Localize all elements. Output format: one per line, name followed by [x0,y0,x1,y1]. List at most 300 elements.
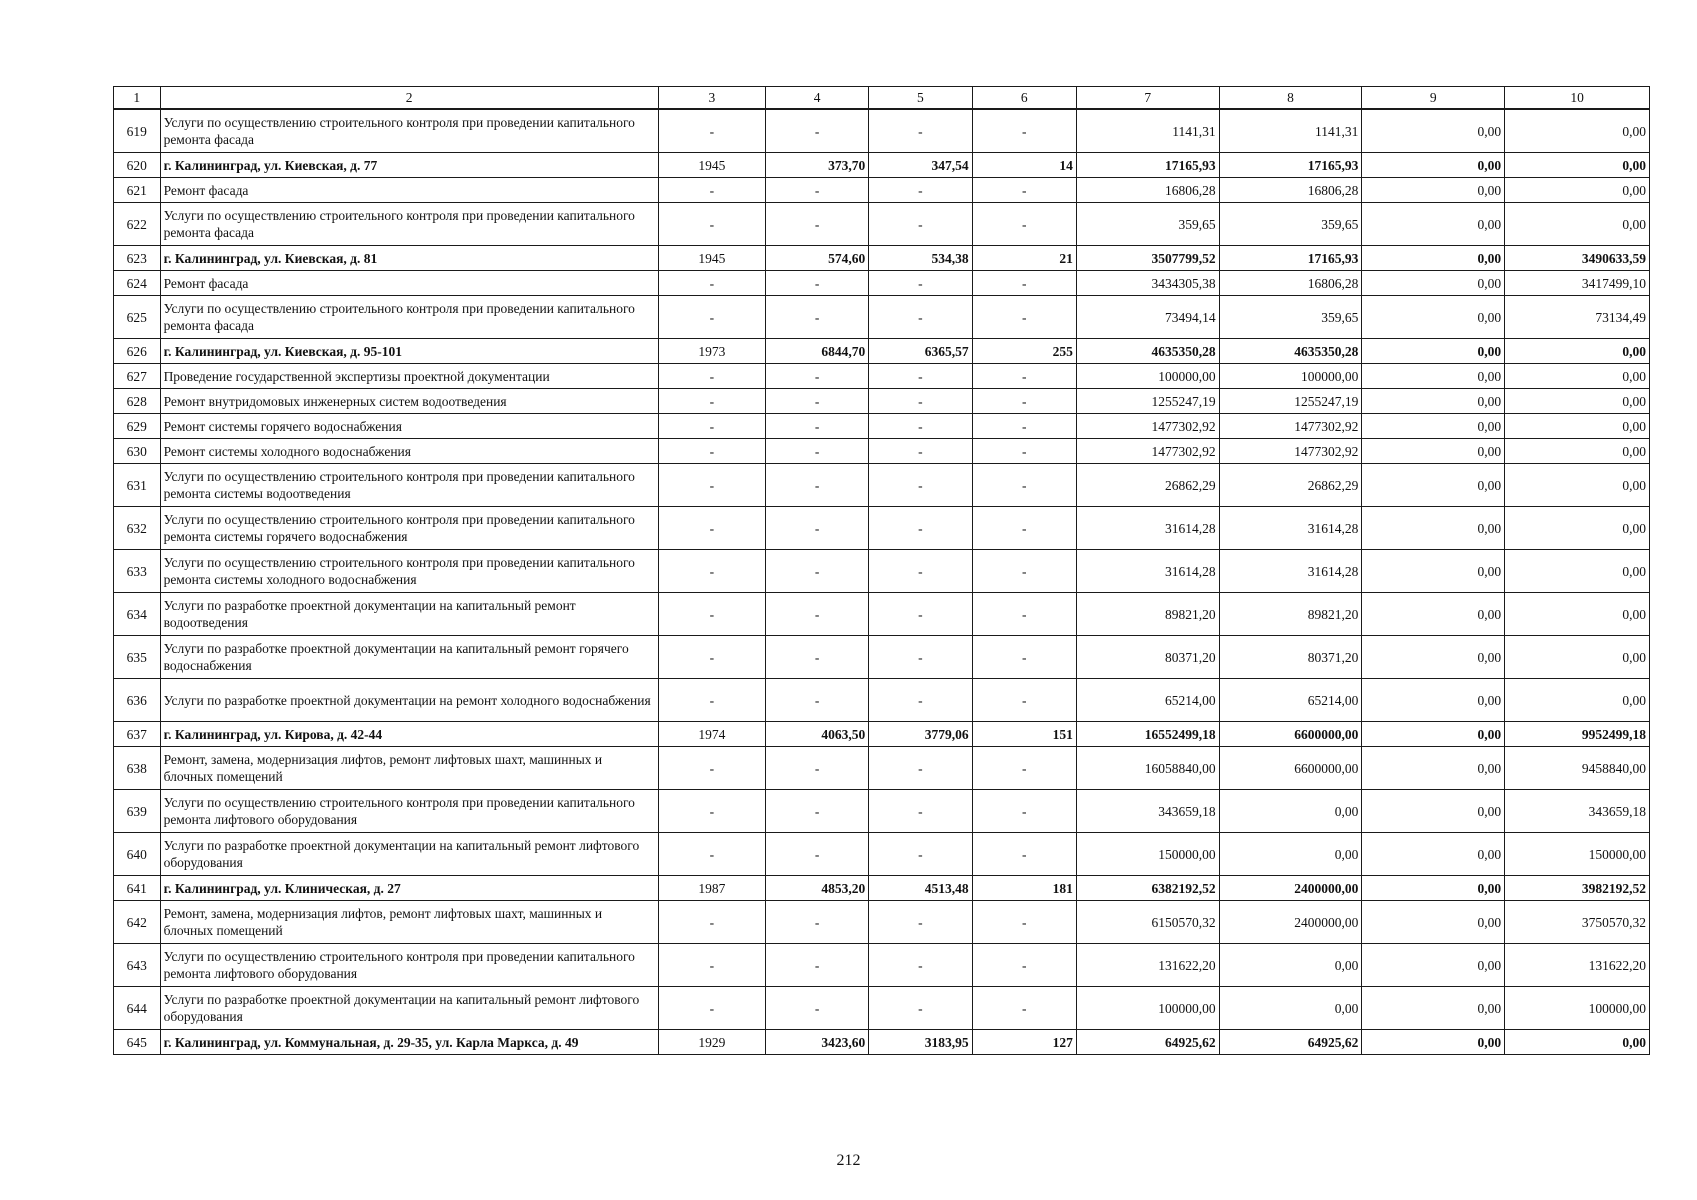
col-5-cell: - [869,636,972,679]
column-header: 5 [869,87,972,110]
col-9-cell: 0,00 [1362,178,1505,203]
col-8-cell: 100000,00 [1219,364,1362,389]
row-number: 641 [114,876,161,901]
row-number: 625 [114,296,161,339]
row-number: 644 [114,987,161,1030]
col-9-cell: 0,00 [1362,271,1505,296]
col-3-cell: 1929 [658,1030,765,1055]
work-row [114,901,1650,944]
col-5-cell: - [869,550,972,593]
col-5-cell: 3779,06 [869,722,972,747]
work-row [114,987,1650,1030]
column-header: 10 [1505,87,1650,110]
address-row [114,1030,1650,1055]
row-description: г. Калининград, ул. Кирова, д. 42-44 [160,722,658,747]
col-8-cell: 1141,31 [1219,109,1362,153]
work-row [114,944,1650,987]
column-header: 4 [766,87,869,110]
col-10-cell: 0,00 [1505,550,1650,593]
col-4-cell: - [766,636,869,679]
col-4-cell: - [766,944,869,987]
col-9-cell: 0,00 [1362,246,1505,271]
col-4-cell: 6844,70 [766,339,869,364]
col-9-cell: 0,00 [1362,109,1505,153]
col-5-cell: - [869,109,972,153]
column-header: 3 [658,87,765,110]
col-8-cell: 65214,00 [1219,679,1362,722]
row-description: Услуги по осуществлению строительного контроля при проведении капитального ремонта фасада [160,203,658,246]
work-row [114,790,1650,833]
col-7-cell: 16806,28 [1076,178,1219,203]
row-description: Ремонт системы горячего водоснабжения [160,414,658,439]
col-6-cell: 151 [972,722,1076,747]
row-number: 633 [114,550,161,593]
col-9-cell: 0,00 [1362,203,1505,246]
col-8-cell: 17165,93 [1219,246,1362,271]
col-3-cell: - [658,944,765,987]
col-4-cell: - [766,109,869,153]
col-4-cell: - [766,507,869,550]
col-5-cell: 3183,95 [869,1030,972,1055]
row-description: Ремонт, замена, модернизация лифтов, ремонт лифтовых шахт, машинных и блочных помещений [160,747,658,790]
col-9-cell: 0,00 [1362,636,1505,679]
col-3-cell: - [658,296,765,339]
col-7-cell: 31614,28 [1076,507,1219,550]
col-3-cell: - [658,389,765,414]
col-7-cell: 26862,29 [1076,464,1219,507]
col-8-cell: 6600000,00 [1219,747,1362,790]
work-row [114,389,1650,414]
row-number: 642 [114,901,161,944]
row-number: 627 [114,364,161,389]
col-7-cell: 65214,00 [1076,679,1219,722]
col-5-cell: 534,38 [869,246,972,271]
row-number: 640 [114,833,161,876]
col-7-cell: 1255247,19 [1076,389,1219,414]
col-9-cell: 0,00 [1362,364,1505,389]
col-9-cell: 0,00 [1362,790,1505,833]
col-3-cell: 1987 [658,876,765,901]
col-10-cell: 0,00 [1505,339,1650,364]
header-row [114,87,1650,110]
col-4-cell: - [766,987,869,1030]
row-description: г. Калининград, ул. Киевская, д. 81 [160,246,658,271]
col-6-cell: - [972,507,1076,550]
column-header: 6 [972,87,1076,110]
col-3-cell: - [658,414,765,439]
col-4-cell: - [766,593,869,636]
column-header: 9 [1362,87,1505,110]
col-3-cell: 1973 [658,339,765,364]
row-number: 637 [114,722,161,747]
work-row [114,364,1650,389]
row-description: Услуги по осуществлению строительного контроля при проведении капитального ремонта системы холодного водоснабжения [160,550,658,593]
col-9-cell: 0,00 [1362,833,1505,876]
col-7-cell: 6150570,32 [1076,901,1219,944]
col-7-cell: 3507799,52 [1076,246,1219,271]
row-number: 632 [114,507,161,550]
col-9-cell: 0,00 [1362,464,1505,507]
row-description: Услуги по осуществлению строительного контроля при проведении капитального ремонта фасада [160,109,658,153]
col-3-cell: - [658,364,765,389]
col-8-cell: 17165,93 [1219,153,1362,178]
col-10-cell: 0,00 [1505,364,1650,389]
col-8-cell: 31614,28 [1219,550,1362,593]
col-10-cell: 0,00 [1505,679,1650,722]
col-7-cell: 4635350,28 [1076,339,1219,364]
row-description: Услуги по осуществлению строительного контроля при проведении капитального ремонта лифтового оборудования [160,790,658,833]
work-row [114,507,1650,550]
row-number: 639 [114,790,161,833]
col-6-cell: - [972,389,1076,414]
col-4-cell: 3423,60 [766,1030,869,1055]
col-7-cell: 31614,28 [1076,550,1219,593]
col-7-cell: 359,65 [1076,203,1219,246]
col-4-cell: - [766,296,869,339]
capital-repair-table [113,86,1650,1055]
col-8-cell: 1477302,92 [1219,439,1362,464]
col-8-cell: 6600000,00 [1219,722,1362,747]
row-description: Ремонт системы холодного водоснабжения [160,439,658,464]
row-description: Услуги по осуществлению строительного контроля при проведении капитального ремонта системы горячего водоснабжения [160,507,658,550]
row-description: Ремонт фасада [160,271,658,296]
col-9-cell: 0,00 [1362,679,1505,722]
col-4-cell: - [766,833,869,876]
row-number: 622 [114,203,161,246]
col-3-cell: - [658,833,765,876]
row-number: 621 [114,178,161,203]
col-10-cell: 0,00 [1505,464,1650,507]
row-number: 635 [114,636,161,679]
col-6-cell: - [972,593,1076,636]
col-3-cell: - [658,203,765,246]
address-row [114,246,1650,271]
col-9-cell: 0,00 [1362,414,1505,439]
col-9-cell: 0,00 [1362,987,1505,1030]
col-6-cell: - [972,747,1076,790]
col-7-cell: 100000,00 [1076,364,1219,389]
col-10-cell: 3490633,59 [1505,246,1650,271]
row-number: 630 [114,439,161,464]
col-6-cell: - [972,944,1076,987]
col-5-cell: - [869,271,972,296]
work-row [114,636,1650,679]
col-7-cell: 343659,18 [1076,790,1219,833]
col-6-cell: - [972,679,1076,722]
col-10-cell: 0,00 [1505,593,1650,636]
col-7-cell: 89821,20 [1076,593,1219,636]
col-4-cell: 4063,50 [766,722,869,747]
work-row [114,833,1650,876]
col-9-cell: 0,00 [1362,944,1505,987]
col-8-cell: 89821,20 [1219,593,1362,636]
col-10-cell: 0,00 [1505,109,1650,153]
col-5-cell: - [869,944,972,987]
col-8-cell: 1255247,19 [1219,389,1362,414]
col-3-cell: 1945 [658,153,765,178]
col-10-cell: 150000,00 [1505,833,1650,876]
col-10-cell: 131622,20 [1505,944,1650,987]
col-6-cell: - [972,109,1076,153]
col-6-cell: - [972,833,1076,876]
row-description: Услуги по осуществлению строительного контроля при проведении капитального ремонта системы водоотведения [160,464,658,507]
col-9-cell: 0,00 [1362,550,1505,593]
col-6-cell: - [972,636,1076,679]
col-4-cell: - [766,679,869,722]
col-4-cell: 574,60 [766,246,869,271]
col-8-cell: 4635350,28 [1219,339,1362,364]
column-header: 2 [160,87,658,110]
row-number: 626 [114,339,161,364]
row-description: Услуги по разработке проектной документации на капитальный ремонт водоотведения [160,593,658,636]
col-10-cell: 0,00 [1505,178,1650,203]
work-row [114,296,1650,339]
row-description: Услуги по разработке проектной документации на капитальный ремонт горячего водоснабжения [160,636,658,679]
row-description: Услуги по разработке проектной документации на капитальный ремонт лифтового оборудования [160,987,658,1030]
col-3-cell: - [658,178,765,203]
col-9-cell: 0,00 [1362,722,1505,747]
col-6-cell: - [972,464,1076,507]
col-6-cell: - [972,203,1076,246]
col-10-cell: 73134,49 [1505,296,1650,339]
work-row [114,178,1650,203]
row-number: 638 [114,747,161,790]
work-row [114,271,1650,296]
col-5-cell: 6365,57 [869,339,972,364]
col-9-cell: 0,00 [1362,747,1505,790]
col-8-cell: 16806,28 [1219,271,1362,296]
col-9-cell: 0,00 [1362,389,1505,414]
row-description: Ремонт, замена, модернизация лифтов, ремонт лифтовых шахт, машинных и блочных помещений [160,901,658,944]
col-7-cell: 16552499,18 [1076,722,1219,747]
row-number: 643 [114,944,161,987]
col-9-cell: 0,00 [1362,153,1505,178]
col-10-cell: 343659,18 [1505,790,1650,833]
col-10-cell: 100000,00 [1505,987,1650,1030]
col-5-cell: - [869,987,972,1030]
col-7-cell: 6382192,52 [1076,876,1219,901]
col-7-cell: 17165,93 [1076,153,1219,178]
col-3-cell: 1974 [658,722,765,747]
col-9-cell: 0,00 [1362,593,1505,636]
col-7-cell: 16058840,00 [1076,747,1219,790]
col-5-cell: - [869,679,972,722]
col-6-cell: 255 [972,339,1076,364]
col-10-cell: 0,00 [1505,203,1650,246]
row-description: г. Калининград, ул. Киевская, д. 77 [160,153,658,178]
col-3-cell: - [658,507,765,550]
col-3-cell: 1945 [658,246,765,271]
row-description: г. Калининград, ул. Киевская, д. 95-101 [160,339,658,364]
work-row [114,593,1650,636]
column-header: 8 [1219,87,1362,110]
col-6-cell: - [972,364,1076,389]
col-8-cell: 359,65 [1219,296,1362,339]
page-number: 212 [836,1152,861,1169]
work-row [114,550,1650,593]
col-5-cell: - [869,901,972,944]
col-3-cell: - [658,747,765,790]
col-8-cell: 26862,29 [1219,464,1362,507]
col-5-cell: - [869,464,972,507]
col-4-cell: - [766,178,869,203]
col-3-cell: - [658,109,765,153]
col-3-cell: - [658,593,765,636]
work-row [114,203,1650,246]
row-number: 636 [114,679,161,722]
col-5-cell: - [869,790,972,833]
address-row [114,876,1650,901]
col-9-cell: 0,00 [1362,1030,1505,1055]
col-6-cell: - [972,901,1076,944]
col-8-cell: 31614,28 [1219,507,1362,550]
col-3-cell: - [658,901,765,944]
col-4-cell: - [766,790,869,833]
col-6-cell: 181 [972,876,1076,901]
row-number: 631 [114,464,161,507]
row-number: 624 [114,271,161,296]
row-number: 634 [114,593,161,636]
row-description: Ремонт внутридомовых инженерных систем водоотведения [160,389,658,414]
col-7-cell: 131622,20 [1076,944,1219,987]
work-row [114,679,1650,722]
col-10-cell: 0,00 [1505,1030,1650,1055]
col-6-cell: - [972,414,1076,439]
col-5-cell: - [869,439,972,464]
col-6-cell: - [972,271,1076,296]
column-header: 7 [1076,87,1219,110]
col-7-cell: 1477302,92 [1076,414,1219,439]
row-description: Услуги по разработке проектной документации на ремонт холодного водоснабжения [160,679,658,722]
col-6-cell: - [972,296,1076,339]
col-4-cell: - [766,364,869,389]
col-9-cell: 0,00 [1362,876,1505,901]
col-7-cell: 80371,20 [1076,636,1219,679]
col-4-cell: - [766,464,869,507]
col-6-cell: - [972,439,1076,464]
col-7-cell: 1141,31 [1076,109,1219,153]
col-8-cell: 16806,28 [1219,178,1362,203]
row-description: г. Калининград, ул. Коммунальная, д. 29-35, ул. Карла Маркса, д. 49 [160,1030,658,1055]
col-5-cell: 4513,48 [869,876,972,901]
col-8-cell: 359,65 [1219,203,1362,246]
col-5-cell: - [869,507,972,550]
col-8-cell: 2400000,00 [1219,901,1362,944]
work-row [114,464,1650,507]
col-4-cell: 373,70 [766,153,869,178]
col-10-cell: 3417499,10 [1505,271,1650,296]
work-row [114,414,1650,439]
row-number: 629 [114,414,161,439]
work-row [114,439,1650,464]
col-10-cell: 0,00 [1505,636,1650,679]
col-4-cell: - [766,901,869,944]
col-5-cell: - [869,296,972,339]
col-3-cell: - [658,987,765,1030]
col-5-cell: - [869,203,972,246]
col-8-cell: 0,00 [1219,790,1362,833]
row-number: 623 [114,246,161,271]
col-5-cell: 347,54 [869,153,972,178]
col-10-cell: 3982192,52 [1505,876,1650,901]
col-9-cell: 0,00 [1362,339,1505,364]
col-6-cell: - [972,178,1076,203]
row-number: 645 [114,1030,161,1055]
row-description: г. Калининград, ул. Клиническая, д. 27 [160,876,658,901]
col-4-cell: - [766,747,869,790]
col-10-cell: 0,00 [1505,507,1650,550]
col-7-cell: 3434305,38 [1076,271,1219,296]
col-5-cell: - [869,833,972,876]
col-5-cell: - [869,364,972,389]
row-number: 628 [114,389,161,414]
col-10-cell: 3750570,32 [1505,901,1650,944]
col-10-cell: 0,00 [1505,389,1650,414]
col-4-cell: - [766,550,869,593]
col-6-cell: 14 [972,153,1076,178]
col-5-cell: - [869,747,972,790]
work-row [114,747,1650,790]
col-4-cell: 4853,20 [766,876,869,901]
row-description: Услуги по разработке проектной документации на капитальный ремонт лифтового оборудования [160,833,658,876]
col-8-cell: 64925,62 [1219,1030,1362,1055]
col-7-cell: 73494,14 [1076,296,1219,339]
col-8-cell: 0,00 [1219,833,1362,876]
table-body [114,109,1650,1055]
col-6-cell: 127 [972,1030,1076,1055]
col-4-cell: - [766,271,869,296]
row-description: Проведение государственной экспертизы проектной документации [160,364,658,389]
col-10-cell: 9458840,00 [1505,747,1650,790]
row-description: Ремонт фасада [160,178,658,203]
col-8-cell: 0,00 [1219,944,1362,987]
col-4-cell: - [766,389,869,414]
col-3-cell: - [658,464,765,507]
address-row [114,339,1650,364]
col-9-cell: 0,00 [1362,439,1505,464]
row-description: Услуги по осуществлению строительного контроля при проведении капитального ремонта лифтового оборудования [160,944,658,987]
column-header: 1 [114,87,161,110]
table-header [114,87,1650,110]
col-5-cell: - [869,593,972,636]
col-4-cell: - [766,439,869,464]
address-row [114,153,1650,178]
col-6-cell: - [972,790,1076,833]
col-7-cell: 100000,00 [1076,987,1219,1030]
col-5-cell: - [869,414,972,439]
col-6-cell: 21 [972,246,1076,271]
col-6-cell: - [972,987,1076,1030]
col-10-cell: 0,00 [1505,439,1650,464]
col-7-cell: 64925,62 [1076,1030,1219,1055]
col-7-cell: 1477302,92 [1076,439,1219,464]
row-number: 619 [114,109,161,153]
col-8-cell: 0,00 [1219,987,1362,1030]
col-6-cell: - [972,550,1076,593]
col-3-cell: - [658,790,765,833]
col-9-cell: 0,00 [1362,296,1505,339]
col-10-cell: 9952499,18 [1505,722,1650,747]
col-3-cell: - [658,636,765,679]
col-10-cell: 0,00 [1505,414,1650,439]
work-row [114,109,1650,153]
col-3-cell: - [658,550,765,593]
col-4-cell: - [766,203,869,246]
col-9-cell: 0,00 [1362,901,1505,944]
col-3-cell: - [658,679,765,722]
address-row [114,722,1650,747]
col-3-cell: - [658,439,765,464]
